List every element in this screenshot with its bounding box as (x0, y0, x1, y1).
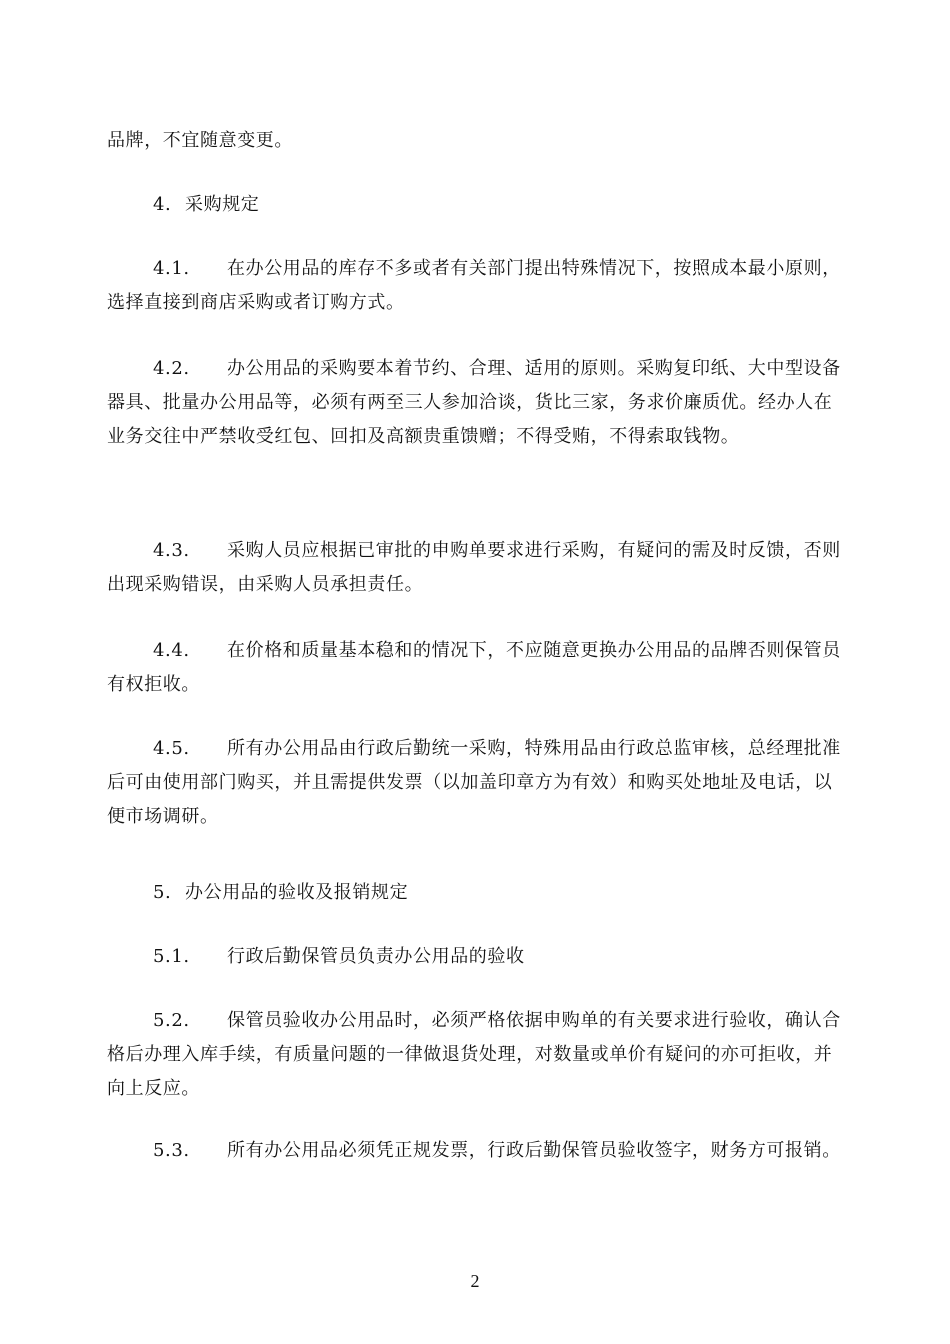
clause-5-2 (107, 1004, 847, 1106)
clause-number: 4.1. (153, 258, 190, 279)
clause-4-1 (107, 252, 847, 320)
clause-number: 4.3. (153, 540, 190, 561)
clause-number: 5.1. (153, 946, 190, 967)
clause-4-4 (107, 634, 847, 702)
section-title: 采购规定 (185, 194, 260, 215)
clause-number: 4.4. (153, 640, 190, 661)
clause-text: 行政后勤保管员负责办公用品的验收 (227, 946, 525, 967)
clause-number: 5.3. (153, 1140, 190, 1161)
clause-4-5 (107, 732, 847, 834)
clause-text: 所有办公用品由行政后勤统一采购，特殊用品由行政总监审核，总经理批准后可由使用部门购买，并且需提供发票（以加盖印章方为有效）和购买处地址及电话，以便市场调研。 (107, 738, 841, 827)
clause-text: 采购人员应根据已审批的申购单要求进行采购，有疑问的需及时反馈，否则出现采购错误，由采购人员承担责任。 (107, 540, 841, 595)
clause-number: 5.2. (153, 1010, 190, 1031)
clause-text: 所有办公用品必须凭正规发票，行政后勤保管员验收签字，财务方可报销。 (227, 1140, 841, 1161)
page-number: 2 (470, 1271, 480, 1291)
clause-text: 保管员验收办公用品时，必须严格依据申购单的有关要求进行验收，确认合格后办理入库手续，有质量问题的一律做退货处理，对数量或单价有疑问的亦可拒收，并向上反应。 (107, 1010, 841, 1099)
clause-text: 在办公用品的库存不多或者有关部门提出特殊情况下，按照成本最小原则，选择直接到商店采购或者订购方式。 (107, 258, 841, 313)
clause-number: 4.2. (153, 358, 190, 379)
paragraph-continuation (107, 124, 847, 158)
clause-5-1 (107, 940, 847, 974)
section-heading-5 (107, 876, 847, 910)
clause-4-3 (107, 534, 847, 602)
paragraph-text: 品牌，不宜随意变更。 (107, 130, 293, 151)
clause-text: 在价格和质量基本稳和的情况下，不应随意更换办公用品的品牌否则保管员有权拒收。 (107, 640, 841, 695)
clause-text: 办公用品的采购要本着节约、合理、适用的原则。采购复印纸、大中型设备器具、批量办公用品等，必须有两至三人参加洽谈，货比三家，务求价廉质优。经办人在业务交往中严禁收受红包、回扣及高额贵重馈赠；不得受贿，不得索取钱物。 (107, 358, 841, 447)
section-title: 办公用品的验收及报销规定 (185, 882, 409, 903)
section-number: 4. (153, 194, 172, 215)
clause-4-2 (107, 352, 847, 454)
section-number: 5. (153, 882, 172, 903)
clause-5-3 (107, 1134, 847, 1168)
clause-number: 4.5. (153, 738, 190, 759)
section-heading-4 (107, 188, 847, 222)
